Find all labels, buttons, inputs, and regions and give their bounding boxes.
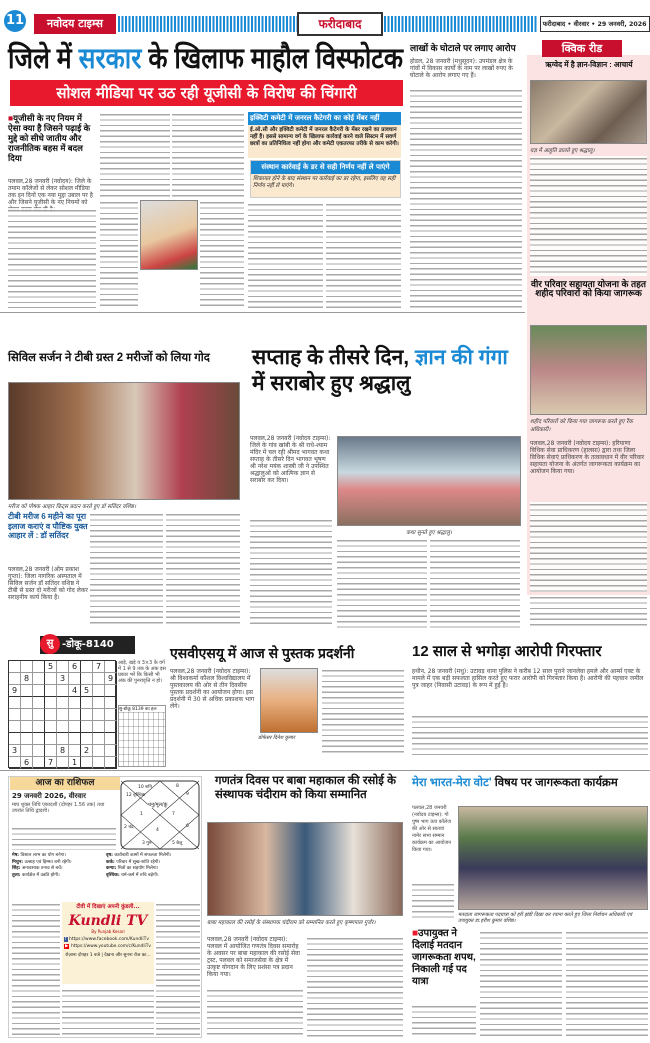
sudoku-cell[interactable] [57, 709, 69, 721]
sudoku-cell[interactable] [105, 757, 117, 769]
sudoku-cell[interactable] [81, 661, 93, 673]
middle-headline: लाखों के घोटाले पर लगाए आरोप [410, 43, 516, 53]
sudoku-cell[interactable]: 8 [21, 673, 33, 685]
kundli-house: 8 [176, 784, 179, 789]
info-box-title-text: संस्थान कार्रवाई के डर से सही निर्णय नहीं ले पाएंगे [261, 163, 390, 171]
quick-read-text [530, 156, 647, 276]
quick-read-item-title: वीर परिवार सहायता योजना के तहत शहीद परिवारों को किया जागरूक [530, 279, 647, 299]
svsu-body: पलवल,28 जनवरी (नवोदय टाइम्स): श्री विश्वकर्मा कौशल विश्वविद्यालय में पुस्तकालय की ओर से तीन दिवसीय पुस्तक प्रदर्शनी का आयोजन होगा। इस प्रदर्शनी में 30 से अधिक प्रकाशक भाग लेंगे। [170, 668, 255, 710]
sudoku-cell[interactable] [33, 757, 45, 769]
sign-text: कार्यक्षेत्र में उन्नति होगी। [20, 872, 60, 878]
headline-part: विषय पर जागरूकता कार्यक्रम [491, 777, 618, 789]
sudoku-cell[interactable]: 5 [45, 661, 57, 673]
sudoku-cell[interactable] [105, 661, 117, 673]
quick-read-label [542, 40, 622, 57]
kundli-house: 5 केतु [172, 841, 183, 846]
sudoku-cell[interactable] [45, 733, 57, 745]
kundli-house: 1 [140, 812, 143, 817]
sudoku-cell[interactable] [45, 721, 57, 733]
sudoku-cell[interactable] [69, 745, 81, 757]
kundli-house: 3 गुरु [142, 841, 152, 846]
sudoku-cell[interactable]: 2 [81, 745, 93, 757]
sign-name: कर्क: [106, 859, 115, 865]
quick-read-item-title: ऋग्वेद में है ज्ञान-विज्ञान : आचार्य [545, 60, 633, 69]
headline-highlight: ज्ञान की गंगा [414, 346, 508, 369]
sign-text: धर्म-कर्म में रुचि बढ़ेगी। [119, 872, 159, 878]
arrest-headline: 12 साल से भगोड़ा आरोपी गिरफ्तार [412, 643, 602, 660]
youtube-url[interactable]: https://www.youtube.com/c/KundliTv [70, 944, 151, 949]
ad-sub: By Punjab Kesari [91, 929, 125, 934]
sudoku-cell[interactable] [57, 661, 69, 673]
bhagwat-body-text [337, 538, 427, 628]
info-box-equity [248, 112, 401, 158]
mahakal-body-text [207, 988, 303, 1037]
rashifal-date: 29 जनवरी 2026, वीरवार [12, 792, 86, 800]
kundli-house: 9 [186, 792, 189, 797]
sudoku-cell[interactable] [9, 661, 21, 673]
sudoku-cell[interactable] [33, 697, 45, 709]
quick-read-text [530, 502, 647, 592]
voter-body: पलवल,28 जनवरी (नवोदय टाइम्स): गो पुष्प भाग ऊंच कॉलेज की ओर से सातवां नामेर सभा सम्मान कार्यक्रम का आयोजन किया गया। [412, 805, 452, 853]
info-box-text: शिकायत होने के बाद संस्थान पर कार्रवाई का डर रहेगा, इसलिए वह सही निर्णय नहीं ले पाएंगे। [253, 176, 396, 189]
ad-title: टीवी में दिखाएं अपनी कुंडली... [76, 904, 140, 910]
lead-banner-text: सोशल मीडिया पर उठ रही यूजीसी के विरोध की चिंगारी [56, 84, 357, 102]
divider [0, 770, 650, 771]
rashifal-sign [12, 860, 106, 866]
sudoku-cell[interactable] [105, 697, 117, 709]
bhagwat-body-text [430, 538, 520, 628]
sudoku-cell[interactable] [81, 733, 93, 745]
sign-name: तुला: [12, 872, 21, 878]
sudoku-cell[interactable] [105, 745, 117, 757]
headline-part: सप्ताह के तीसरे दिन, [252, 346, 415, 369]
sign-text: अनावश्यक तनाव से बचें। [20, 866, 63, 871]
masthead-logo: नवोदय टाइम्स [47, 17, 103, 30]
sudoku-cell[interactable] [93, 709, 105, 721]
photo-caption: मरीज को पोषक आहार किट्स प्रदान करते हुए डॉ सतिंदर वशिष्ठ। [8, 504, 136, 510]
edition-badge [297, 12, 383, 36]
protest-illustration [140, 200, 198, 270]
lead-body-text [100, 112, 170, 197]
lead-headline [8, 44, 403, 74]
sudoku-cell[interactable] [105, 733, 117, 745]
sudoku-cell[interactable] [9, 709, 21, 721]
sudoku-cell[interactable] [69, 709, 81, 721]
sudoku-cell[interactable] [105, 709, 117, 721]
sudoku-cell[interactable] [45, 697, 57, 709]
bhagwat-headline [252, 345, 520, 397]
sudoku-cell[interactable] [21, 685, 33, 697]
sudoku-cell[interactable] [57, 757, 69, 769]
lead-body-text [200, 200, 244, 308]
sudoku-cell[interactable] [57, 697, 69, 709]
middle-body-intro: होडल, 28 जनवरी (मधुसूदन): उपमंडल क्षेत्र के गांवों में विकास कार्यों के नाम पर लाखों रुपए के घोटाले के आरोप लगाए गए हैं। [410, 58, 513, 79]
sudoku-rules: आड़े, खड़े व 3×3 के वर्ग में 1 से 9 तक के अंक इस प्रकार भरें कि किसी भी अंक की पुनरावृत्ति न हो। [118, 660, 166, 684]
mahakal-photo [207, 822, 403, 916]
sign-text: कारोबारी कामों में सफलता मिलेगी। [112, 853, 172, 858]
lead-body-text [172, 112, 244, 197]
rashifal-sign [106, 860, 200, 866]
sudoku-cell[interactable]: 5 [81, 685, 93, 697]
info-box-title [248, 112, 401, 125]
sudoku-cell[interactable]: 8 [57, 745, 69, 757]
kundli-house: 10 शनि [138, 785, 152, 790]
svsu-headline: एसवीएसयू में आज से पुस्तक प्रदर्शनी [170, 645, 355, 661]
bhagwat-photo [337, 436, 521, 526]
yajna-photo [530, 80, 647, 144]
photo-caption: बाबा महाकाल की रसोई के संस्थापक चंदीराम को सम्मानित करते हुए कृष्णपाल गुर्जर। [207, 920, 376, 926]
lead-body-text [326, 202, 401, 308]
sudoku-cell[interactable] [33, 721, 45, 733]
youtube-link[interactable] [62, 944, 154, 949]
professor-photo [260, 668, 318, 733]
sudoku-cell[interactable] [33, 673, 45, 685]
sudoku-cell[interactable] [21, 745, 33, 757]
sudoku-cell[interactable] [21, 721, 33, 733]
sudoku-cell[interactable]: 4 [69, 685, 81, 697]
sudoku-cell[interactable] [93, 745, 105, 757]
kundli-house: 12 वृश्चिक [126, 793, 146, 798]
headline-part: में सराबोर हुए श्रद्धालु [252, 372, 411, 395]
voter-body-text [412, 882, 454, 922]
panchang-text: माघ शुक्ल तिथि एकादशी (दोपहर 1.56 तक) तथा उपरांत तिथि द्वादशी। [12, 802, 105, 814]
page-number: 11 [4, 10, 26, 32]
sudoku-cell[interactable]: 3 [9, 745, 21, 757]
dateline-box [540, 16, 650, 32]
photo-caption: शहीद परिवारों को किया गया जागरूक करते हुए रैंक अधिकारी। [530, 419, 633, 433]
lead-subhead: ■यूजीसी के नए नियम में ऐसा क्या है जिसने पढ़ाई के मुद्दे को सीधे जातीय और राजनीतिक बहस में बदल दिया [8, 113, 91, 163]
civil-body-text [90, 512, 163, 627]
sudoku-cell[interactable] [33, 709, 45, 721]
sign-name: मिथुन: [12, 859, 24, 865]
rashifal-sign [106, 873, 200, 879]
headline-highlight: सरकार [78, 43, 142, 75]
sudoku-cell[interactable] [21, 709, 33, 721]
sudoku-cell[interactable] [57, 733, 69, 745]
sudoku-cell[interactable] [9, 673, 21, 685]
sudoku-cell[interactable] [105, 685, 117, 697]
civil-body-text [166, 512, 240, 627]
civil-subhead: टीबी मरीज 6 महीने का पूरा इलाज कराएं व पौष्टिक युक्त आहार लें : डॉ सतिंदर [8, 512, 88, 540]
sudoku-cell[interactable] [9, 697, 21, 709]
sudoku-cell[interactable] [81, 697, 93, 709]
sudoku-cell[interactable] [81, 709, 93, 721]
sudoku-cell[interactable]: 6 [21, 757, 33, 769]
sudoku-cell[interactable]: 1 [69, 757, 81, 769]
sign-name: वृश्चिक: [106, 872, 120, 878]
photo-caption: यज्ञ में आहुति डालते हुए श्रद्धालु। [530, 148, 595, 154]
lead-body-text [8, 208, 96, 308]
edition-label: फरीदाबाद [318, 17, 362, 31]
civil-surgeon-photo [8, 382, 240, 500]
sudoku-cell[interactable] [9, 721, 21, 733]
bhagwat-body-text [250, 518, 332, 628]
sudoku-cell[interactable] [93, 733, 105, 745]
sudoku-header [40, 636, 135, 654]
voter-body-text [412, 1004, 476, 1037]
sudoku-cell[interactable] [81, 721, 93, 733]
sudoku-grid[interactable] [8, 660, 116, 768]
sudoku-cell[interactable] [93, 673, 105, 685]
sudoku-cell[interactable] [93, 685, 105, 697]
svsu-body-text [322, 668, 404, 756]
martyr-families-photo [530, 325, 647, 415]
quick-read-body: पलवल,28 जनवरी (नवोदय टाइम्स): हरियाणा विधिक सेवा प्राधिकरण (हालसा) द्वारा तथा जिला विधिक सेवाएं प्राधिकरण के तत्वावधान में वीर परिवार सहायता योजना के अंतर्गत जागरूकता कार्यक्रम का आयोजन किया गया। [530, 440, 645, 475]
kundli-house: 7 [172, 812, 175, 817]
sudoku-cell[interactable] [57, 685, 69, 697]
sudoku-cell[interactable] [33, 733, 45, 745]
voter-body-text [480, 930, 562, 1037]
voter-rally-photo [458, 806, 648, 910]
sudoku-cell[interactable] [105, 721, 117, 733]
sudoku-cell[interactable] [9, 733, 21, 745]
bhagwat-body-intro: पलवल,28 जनवरी (नवोदय टाइम्स): जिले के गांव खांबी के श्री राधे-श्याम मंदिर में चल रही श्रीमद भागवत कथा सप्ताह के तीसरे दिन भागवत भूषण श्री नरेश मयंक शास्त्री जी ने उपस्थित श्रद्धालुओं को आत्मिक ज्ञान से सराबोर कर दिया। [250, 435, 331, 484]
sudoku-badge: सु [40, 634, 60, 654]
rashifal-text [62, 988, 154, 1035]
sign-text: उत्साह एवं हिम्मत बनी रहेगी। [23, 859, 72, 865]
sudoku-title: -डोकू-8140 [62, 639, 114, 650]
sudoku-cell[interactable] [57, 721, 69, 733]
sudoku-cell[interactable] [45, 745, 57, 757]
kundli-house: 2 चंद्र [124, 825, 134, 830]
voter-subheadline: ■उपायुक्त ने दिलाई मतदान जागरूकता शपथ, निकाली गई पद यात्रा [412, 928, 476, 987]
headline-highlight: मेरा भारत-मेरा वोट' [412, 777, 492, 789]
voter-headline [412, 777, 618, 789]
sign-name: वृष: [106, 853, 113, 858]
kundli-center-label: धनु/मूल/कुं [148, 802, 168, 808]
sudoku-cell[interactable] [33, 685, 45, 697]
rashifal-sign [106, 853, 200, 859]
info-box-text: ई.ओ.सी और इक्विटी कमेटी में जनरल कैटेगरी के मेंबर रखने का प्रावधान नहीं है। इससे सामान्य वर्ग के खिलाफ कार्रवाई करने वाले सिस्टम में सवर्ण छात्रों का प्रतिनिधित्व नहीं होगा और कमेटी एकतरफा तरीके से काम करेगी। [250, 127, 399, 147]
rashifal-sign [12, 853, 106, 859]
sudoku-cell[interactable] [93, 757, 105, 769]
info-box-institution [250, 160, 401, 198]
sudoku-cell[interactable] [81, 673, 93, 685]
sudoku-cell[interactable] [69, 697, 81, 709]
arrest-body-text [412, 714, 648, 758]
voter-body-text [566, 930, 648, 1037]
rashifal-text [156, 902, 200, 1035]
photo-caption: मतदाता जागरूकता पदयात्रा को हरी झंडी दिखा कर रवाना करते हुए जिला निर्वाचन अधिकारी एवं उपायुक्त डा.हरीश कुमार वशिष्ठ। [458, 912, 633, 924]
rashifal-text [12, 902, 60, 1035]
sudoku-cell[interactable] [69, 721, 81, 733]
sudoku-cell[interactable]: 3 [57, 673, 69, 685]
rashifal-sign [12, 873, 106, 879]
mahakal-headline: गणतंत्र दिवस पर बाबा महाकाल की रसोई के संस्थापक चंदीराम को किया सम्मानित [215, 775, 396, 801]
sign-name: सिंह: [12, 866, 21, 871]
sudoku-cell[interactable] [21, 697, 33, 709]
divider [0, 312, 525, 313]
sudoku-cell[interactable]: 6 [69, 661, 81, 673]
sudoku-cell[interactable] [69, 733, 81, 745]
sign-name: मेष: [12, 853, 20, 858]
civil-surgeon-headline: सिविल सर्जन ने टीबी ग्रस्त 2 मरीजों को लिया गोद [8, 352, 210, 364]
sudoku-cell[interactable]: 9 [105, 673, 117, 685]
lead-banner [10, 80, 403, 106]
mahakal-body-text [307, 936, 403, 1037]
rashifal-title: आज का राशिफल [10, 777, 120, 790]
facebook-link[interactable] [62, 937, 154, 942]
sudoku-cell[interactable] [45, 673, 57, 685]
lead-body-text [248, 202, 323, 308]
facebook-url[interactable]: https://www.facebook.com/KundliTv [69, 937, 150, 942]
lead-body-intro: पलवल,28 जनवरी (नवोदय): जिले के तमाम कॉलेजों से लेकर सोशल मीडिया तक इन दिनों एक नया मुद्दा उबाल पर है और जिसने यूजीसी के नए नियमों को [8, 178, 93, 206]
ad-brand-logo: Kundli TV [68, 913, 148, 929]
info-box-title-text: इक्विटी कमेटी में जनरल कैटेगरी का कोई मेंबर नहीं [250, 114, 380, 122]
headline-part: जिले में [8, 43, 79, 75]
masthead-logo-box [34, 14, 116, 34]
quick-read-label-text: क्विक रीड [561, 42, 603, 55]
dateline: फरीदाबाद • वीरवार • 29 जनवरी, 2026 [542, 20, 647, 28]
sudoku-cell[interactable] [69, 673, 81, 685]
sudoku-cell[interactable] [45, 685, 57, 697]
sudoku-cell[interactable] [93, 697, 105, 709]
sudoku-solution-label: सु-डोकू 8139 का हल [119, 706, 165, 712]
headline-part: के खिलाफ माहौल विस्फोटक [141, 43, 403, 75]
sudoku-cell[interactable] [9, 757, 21, 769]
sign-name: कन्या: [106, 866, 117, 871]
photo-caption: प्रोफेसर दिनेश कुमार [258, 735, 295, 741]
rashifal-text [12, 826, 116, 850]
youtube-icon: ▶ [65, 944, 69, 949]
kundli-house: 4 [156, 828, 159, 833]
sudoku-solution [118, 705, 166, 767]
arrest-body: हथीन, 28 जनवरी (मधु): उटावड़ थाना पुलिस ने करीब 12 साल पुराने जानलेवा हमले और आर्म्स एक्ट के मामले में एक बड़ी सफलता हासिल करते हुए फरार आरोपी को गिरफ्तार किया है। आरोपी की पहचान जमील पुत्र जाहर (निवासी उटावड़) के रूप में हुई है। [412, 668, 644, 689]
sudoku-cell[interactable] [45, 709, 57, 721]
quick-read-text [530, 595, 647, 628]
sudoku-cell[interactable]: 9 [9, 685, 21, 697]
ad-footer: रोज़ाना दोपहर 1 बजे | देखना और सुनना रोज का... [65, 953, 151, 958]
photo-caption: कथा सुनते हुए श्रद्धालु। [406, 530, 452, 536]
rashifal-sign [106, 866, 200, 872]
lead-body-text [100, 200, 138, 308]
sudoku-cell[interactable] [81, 757, 93, 769]
sudoku-cell[interactable] [21, 661, 33, 673]
facebook-icon: f [65, 937, 67, 942]
sudoku-cell[interactable] [93, 721, 105, 733]
sign-text: विशाल लाभ का योग बनेगा। [19, 853, 66, 858]
kundli-house: 6 [186, 824, 189, 829]
sign-text: परिवार में सुख-शांति रहेगी। [114, 859, 161, 865]
sudoku-cell[interactable] [21, 733, 33, 745]
info-box-title [251, 161, 400, 174]
middle-body-text [410, 88, 522, 308]
sign-text: मित्रों का सहयोग मिलेगा। [116, 866, 159, 871]
sudoku-cell[interactable] [33, 745, 45, 757]
civil-body-intro: पलवल,28 जनवरी (ओम प्रकाश गुप्ता): जिला नागरिक अस्पताल में सिविल सर्जन डॉ सतिंदर वशिष्ठ ने टीबी से ग्रस्त दो मरीजों को गोद लेकर सराहनीय कार्य किया है। [8, 566, 88, 601]
rashifal-sign [12, 866, 106, 872]
sudoku-cell[interactable] [33, 661, 45, 673]
kundli-tv-ad[interactable] [62, 902, 154, 984]
kundli-houses [120, 780, 200, 850]
mahakal-body: पलवल,28 जनवरी (नवोदय टाइम्स): पलवल में आयोजित गणतंत्र दिवस समारोह के अवसर पर बाबा महाकाल की रसोई सेवा ट्रस्ट, पलवल को समाजसेवा के क्षेत्र में उत्कृष्ट योगदान के लिए प्रशंसा पत्र प्रदान किया गया। [207, 936, 300, 978]
sudoku-cell[interactable]: 7 [45, 757, 57, 769]
sudoku-cell[interactable]: 7 [93, 661, 105, 673]
rashifal-signs [12, 853, 200, 878]
